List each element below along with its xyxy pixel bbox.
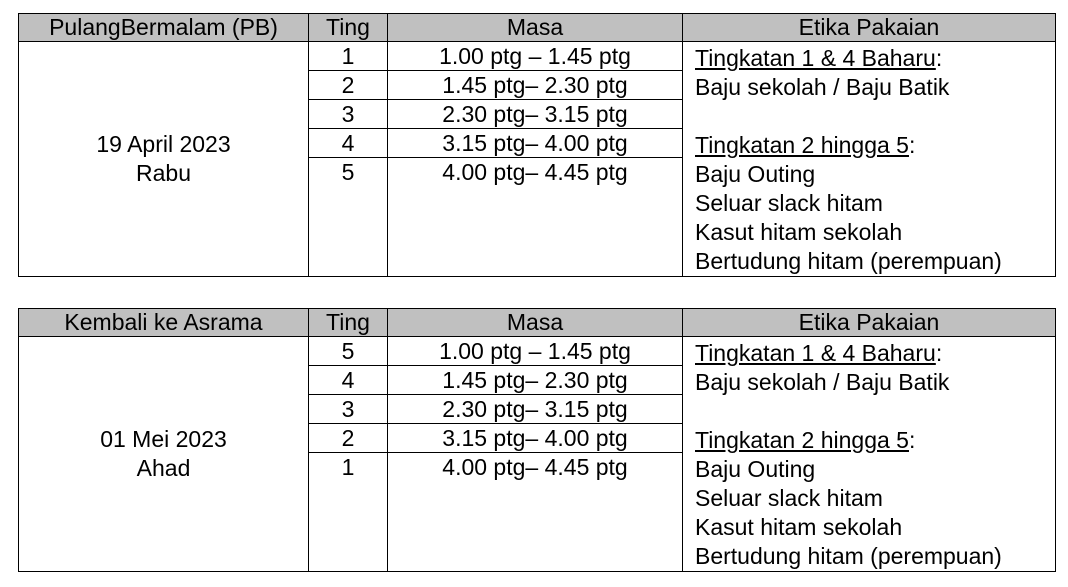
etika-item: Bertudung hitam (perempuan) <box>695 248 1002 274</box>
header-cell-masa: Masa <box>388 14 683 42</box>
etika-item: Seluar slack hitam <box>695 485 883 511</box>
date-cell <box>19 42 309 277</box>
masa-value: 2.30 ptg– 3.15 ptg <box>388 100 682 129</box>
masa-value: 4.00 ptg– 4.45 ptg <box>442 159 628 185</box>
etika-item: Bertudung hitam (perempuan) <box>695 543 1002 569</box>
masa-cell <box>388 337 683 572</box>
etika-item: Kasut hitam sekolah <box>695 514 903 540</box>
date-text: 01 Mei 2023 <box>100 426 227 452</box>
masa-value: 1.45 ptg– 2.30 ptg <box>388 366 682 395</box>
etika-item: Baju sekolah / Baju Batik <box>695 74 950 100</box>
masa-cell <box>388 42 683 277</box>
masa-value: 1.45 ptg– 2.30 ptg <box>388 71 682 100</box>
ting-value: 4 <box>309 366 387 395</box>
etika-cell: Tingkatan 1 & 4 Baharu: Baju sekolah / Baju Batik Tingkatan 2 hingga 5: Baju Outing Seluar slack hitam Kasut hitam sekolah Bertudung hitam (perempuan) <box>683 337 1056 572</box>
schedule-table-kembali-asrama <box>18 308 1056 572</box>
ting-value: 2 <box>309 71 387 100</box>
etika-group2-title: Tingkatan 2 hingga 5 <box>695 132 909 158</box>
etika-item: Baju Outing <box>695 161 816 187</box>
day-text: Rabu <box>136 160 191 186</box>
header-cell-event: Kembali ke Asrama <box>19 309 309 337</box>
header-cell-masa: Masa <box>388 309 683 337</box>
ting-value: 2 <box>309 424 387 453</box>
ting-value: 1 <box>341 454 355 480</box>
etika-item: Baju sekolah / Baju Batik <box>695 369 950 395</box>
ting-value: 4 <box>309 129 387 158</box>
header-row <box>19 309 1056 337</box>
ting-value: 5 <box>309 337 387 366</box>
masa-value: 4.00 ptg– 4.45 ptg <box>442 454 628 480</box>
schedule-table-pulang-bermalam <box>18 13 1056 277</box>
etika-group1-title: Tingkatan 1 & 4 Baharu <box>695 45 936 71</box>
ting-value: 3 <box>309 100 387 129</box>
masa-value: 1.00 ptg – 1.45 ptg <box>388 337 682 366</box>
masa-value: 2.30 ptg– 3.15 ptg <box>388 395 682 424</box>
header-cell-event: PulangBermalam (PB) <box>19 14 309 42</box>
ting-value: 5 <box>341 159 355 185</box>
date-text: 19 April 2023 <box>96 131 231 157</box>
body-row <box>19 337 1056 572</box>
date-cell <box>19 337 309 572</box>
day-text: Ahad <box>136 455 191 481</box>
etika-item: Baju Outing <box>695 456 816 482</box>
body-row <box>19 42 1056 277</box>
header-cell-ting: Ting <box>309 14 388 42</box>
etika-item: Seluar slack hitam <box>695 190 883 216</box>
ting-value: 1 <box>309 42 387 71</box>
etika-item: Kasut hitam sekolah <box>695 219 903 245</box>
ting-cell <box>309 337 388 572</box>
masa-value: 1.00 ptg – 1.45 ptg <box>388 42 682 71</box>
masa-value: 3.15 ptg– 4.00 ptg <box>388 129 682 158</box>
etika-group1-title: Tingkatan 1 & 4 Baharu <box>695 340 936 366</box>
ting-value: 3 <box>309 395 387 424</box>
etika-cell: Tingkatan 1 & 4 Baharu: Baju sekolah / Baju Batik Tingkatan 2 hingga 5: Baju Outing Seluar slack hitam Kasut hitam sekolah Bertudung hitam (perempuan) <box>683 42 1056 277</box>
ting-cell <box>309 42 388 277</box>
header-cell-etika: Etika Pakaian <box>683 309 1056 337</box>
masa-value: 3.15 ptg– 4.00 ptg <box>388 424 682 453</box>
header-cell-ting: Ting <box>309 309 388 337</box>
etika-group2-title: Tingkatan 2 hingga 5 <box>695 427 909 453</box>
header-row <box>19 14 1056 42</box>
header-cell-etika: Etika Pakaian <box>683 14 1056 42</box>
